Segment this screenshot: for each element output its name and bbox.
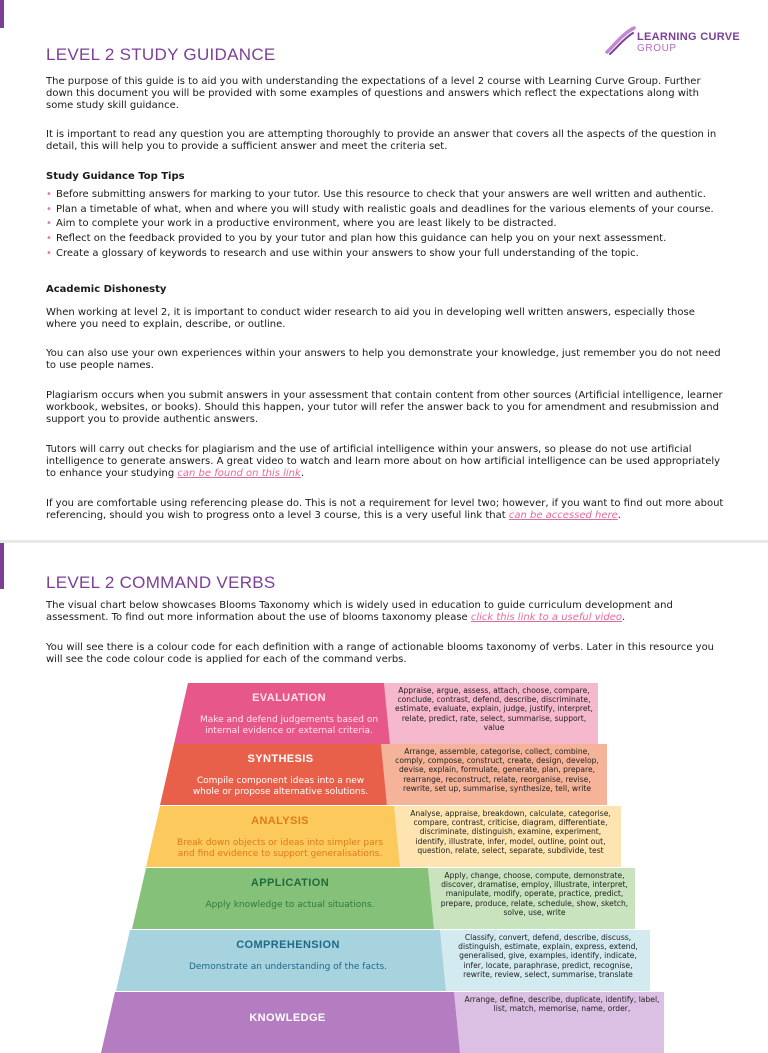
referencing-paragraph [46, 498, 726, 522]
page-2 [0, 543, 768, 1024]
tier-description: Break down objects or ideas into simpler pars and find evidence to support generalisations. [176, 838, 384, 859]
video-link[interactable]: can be found on this link [177, 468, 301, 479]
dishonesty-heading: Academic Dishonesty [46, 284, 167, 295]
tier-verbs: Apply, change, choose, compute, demonstrate, discover, dramatise, employ, illustrate, interpret, manipulate, modify, operate, practice, predict, prepare, produce, relate, schedule, show, sketch, solve, use, write [440, 871, 629, 917]
logo-text-main: LEARNING CURVE [637, 31, 741, 43]
blooms-video-link[interactable]: click this link to a useful video [470, 612, 623, 623]
tier-title: ANALYSIS [251, 815, 309, 827]
tier-description: Demonstrate an understanding of the facts. [188, 962, 388, 972]
pyramid-tier-application [146, 868, 635, 929]
tutors-text-end: . [300, 468, 304, 479]
tier-verbs: Arrange, assemble, categorise, collect, combine, comply, compose, construct, create, design, develop, devise, explain, formulate, generate, plan, prepare, rearrange, reconstruct, relate, reorganise, revise, rewrite, set up, summarise, synthesize, tell, write [395, 747, 599, 793]
referencing-link[interactable]: can be accessed here [508, 510, 618, 521]
experience-paragraph: You can also use your own experiences within your answers to help you demonstrate your knowledge, just remember you do not need to use people names. [46, 348, 721, 371]
section-title-study-guidance: LEVEL 2 STUDY GUIDANCE [46, 45, 276, 64]
learning-curve-logo [604, 24, 744, 58]
referencing-text: If you are comfortable using referencing please do. This is not a requirement for level two; however, if you want to find out more about referencing, should you wish to progress onto a level 3 course, this is a very useful link that [46, 498, 724, 521]
tier-verbs: Appraise, argue, assess, attach, choose, compare, conclude, contrast, defend, describe, discriminate, estimate, evaluate, explain, judge, justify, interpret, relate, predict, rate, select, summarise, support, value [395, 686, 593, 732]
plagiarism-paragraph: Plagiarism occurs when you submit answers in your assessment that contain content from other sources (Artificial intelligence, learner workbook, websites, or books). Should this happen, your tutor will refer the answer back to you for amendment and resubmission and support you to provide authentic answers. [46, 390, 723, 425]
logo-swoosh-icon [604, 24, 638, 58]
research-paragraph: When working at level 2, it is important to conduct wider research to aid you in developing well written answers, especially those where you need to explain, describe, or outline. [46, 307, 695, 330]
page-edge-accent [0, 0, 4, 28]
pyramid-tier-analysis [160, 806, 621, 867]
logo-text-sub: GROUP [637, 43, 677, 54]
pyramid-tier-evaluation [188, 683, 598, 744]
tier-description: Apply knowledge to actual situations. [205, 900, 375, 910]
list-item: • Create a glossary of keywords to research and use within your answers to show your full understanding of the topic. [46, 247, 736, 262]
tutors-text: Tutors will carry out checks for plagiarism and the use of artificial intelligence within your answers, so please do not use artificial intelligence to generate answers. A great video to watch and learn more about on how artificial intelligence can be used appropriately to enhance your studying [46, 444, 721, 479]
chart-intro-text: The visual chart below showcases Blooms Taxonomy which is widely used in education to guide curriculum development and assessment. To find out more information about the use of blooms taxonomy please [46, 600, 673, 623]
tier-verbs: Arrange, define, describe, duplicate, identify, label, list, match, memorise, name, order, [464, 995, 660, 1014]
list-item: • Before submitting answers for marking to your tutor. Use this resource to check that your answers are well written and authentic. [46, 188, 736, 203]
tier-description: Compile component ideas into a new whole or propose alternative solutions. [192, 776, 369, 797]
page-edge-accent [0, 543, 4, 589]
tier-verbs: Classify, convert, defend, describe, discuss, distinguish, estimate, explain, express, extend, generalised, give, examples, identify, indicate, infer, locate, paraphrase, predict, recognise, rewrite, review, select, summarise, translate [458, 933, 638, 979]
colour-code-paragraph: You will see there is a colour code for each definition with a range of actionable blooms taxonomy of verbs. Later in this resource you will see the code colour code is applied for each of the command verbs. [46, 642, 715, 665]
tier-verbs: Analyse, appraise, breakdown, calculate, categorise, compare, contrast, criticise, diagram, differentiate, discriminate, distinguish, examine, experiment, identify, illustrate, infer, model, outline, point out, question, relate, select, separate, subdivide, test [410, 809, 611, 855]
tips-heading: Study Guidance Top Tips [46, 171, 185, 182]
tier-title: SYNTHESIS [247, 753, 314, 765]
tier-title: KNOWLEDGE [249, 1012, 326, 1024]
tips-list [46, 188, 736, 262]
tier-description: Make and defend judgements based on internal evidence or external criteria. [199, 715, 379, 736]
pyramid-tier-knowledge [115, 992, 664, 1053]
chart-intro-paragraph [46, 600, 726, 624]
tier-title: COMPREHENSION [236, 939, 340, 951]
list-item: • Reflect on the feedback provided to you by your tutor and plan how this guidance can help you on your next assessment. [46, 232, 736, 247]
tutors-paragraph [46, 444, 726, 480]
intro-paragraph-2: It is important to read any question you are attempting thoroughly to provide an answer that covers all the aspects of the question in detail, this will help you to provide a sufficient answer and meet the criteria set. [46, 129, 717, 152]
referencing-text-end: . [617, 510, 621, 521]
pyramid-tier-comprehension [130, 930, 650, 991]
list-item: • Plan a timetable of what, when and where you will study with realistic goals and deadlines for the various elements of your course. [46, 203, 736, 218]
list-item: • Aim to complete your work in a productive environment, where you are least likely to be distracted. [46, 217, 736, 232]
pyramid-tier-synthesis [174, 744, 607, 805]
tier-title: EVALUATION [252, 692, 326, 704]
tier-title: APPLICATION [250, 877, 330, 889]
section-title-command-verbs: LEVEL 2 COMMAND VERBS [46, 573, 276, 592]
intro-paragraph-1: The purpose of this guide is to aid you with understanding the expectations of a level 2 course with Learning Curve Group. Further down this document you will be provided with some examples of questions and answers which reflect the expectations along with some study skill guidance. [46, 76, 701, 111]
chart-intro-text-end: . [622, 612, 626, 623]
